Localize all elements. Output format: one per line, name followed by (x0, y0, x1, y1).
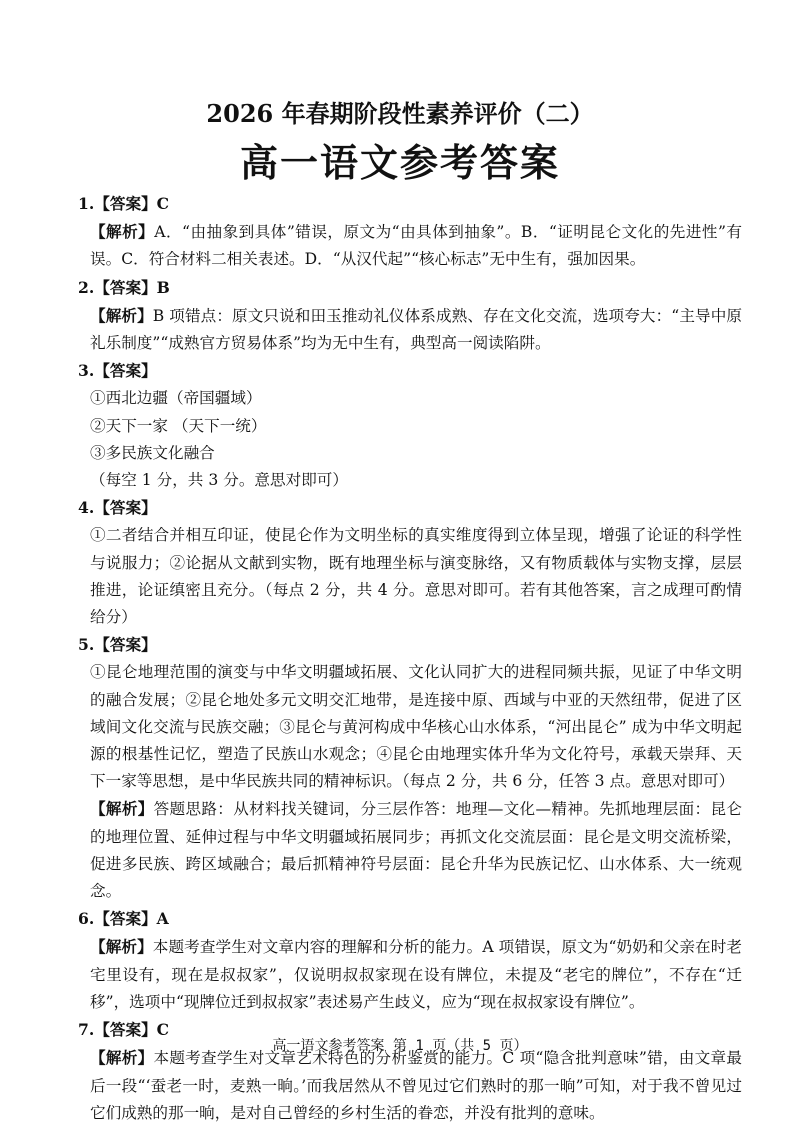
question-number: 3. (78, 361, 95, 381)
analysis-tag: 【解析】 (90, 305, 153, 325)
question-2 (78, 274, 742, 358)
question-number: 5. (78, 635, 95, 655)
question-1 (78, 190, 742, 274)
answer-value: C (156, 1020, 170, 1040)
answer-tag: 【答案】 (94, 909, 157, 929)
answer-content (78, 190, 742, 1127)
analysis-tag: 【解析】 (90, 222, 155, 242)
answer-value: A (156, 909, 169, 929)
answer-tag: 【答案】 (94, 194, 157, 213)
analysis-text: 本题考查学生对文章内容的理解和分析的能力。A 项错误，原文为“奶奶和父亲在时老宅里设有，现在是叔叔家”，仅说明叔叔家现在设有牌位，未提及“老宅的牌位”，不存在“迁移”，选项中“现牌位迁到叔叔家”表述易产生歧义，应为“现在叔叔家设有牌位”。 (90, 938, 742, 1011)
question-5 (78, 631, 742, 905)
question-number: 1. (78, 194, 95, 213)
analysis-text: 答题思路：从材料找关键词，分三层作答：地理—文化—精神。先抓地理层面：昆仑的地理位置、延伸过程与中华文明疆域拓展同步；再抓文化交流层面：昆仑是文明交流桥梁，促进多民族、跨区域融合；最后抓精神符号层面：昆仑升华为民族记忆、山水体系、大一统观念。 (90, 800, 742, 901)
answer-tag: 【答案】 (94, 277, 157, 297)
question-number: 2. (78, 277, 95, 297)
analysis-tag: 【解析】 (90, 799, 154, 819)
answer-item: ③多民族文化融合 (90, 443, 215, 462)
scoring-note: （每空 1 分，共 3 分。意思对即可） (90, 471, 348, 490)
analysis-paragraph (78, 218, 742, 273)
analysis-text: B 项错点：原文只说和田玉推动礼仪体系成熟、存在文化交流，选项夸大：“主导中原礼乐制度”“成熟官方贸易体系”均为无中生有，典型高一阅读陷阱。 (90, 306, 742, 353)
question-number: 7. (78, 1020, 95, 1040)
page-title: 高一语文参考答案 (239, 140, 560, 185)
answer-tag: 【答案】 (94, 635, 157, 655)
analysis-paragraph (78, 933, 742, 1016)
answer-paragraph: ①昆仑地理范围的演变与中华文明疆域拓展、文化认同扩大的进程同频共振，见证了中华文明的融合发展；②昆仑地处多元文明交汇地带，是连接中原、西域与中亚的天然纽带，促进了区域间文化交流与民族交融；③昆仑与黄河构成中华核心山水体系，“河出昆仑” 成为中华文明起源的根基性记忆，塑造了民族山水观念；④昆仑由地理实体升华为文化符号，承载天崇拜、天下一家等思想，是中华民族共同的精神标识。（每点 2 分，共 6 分，任答 3 点。意思对即可） (90, 663, 742, 791)
question-number: 6. (78, 909, 95, 929)
page-footer: 高一语文参考答案 第 1 页（共 5 页） (272, 1038, 528, 1054)
question-6 (78, 905, 742, 1016)
analysis-text: 本题考查学生对文章艺术特色的分析鉴赏的能力。C 项“隐含批判意味”错，由文章最后一段“‘蚕老一时，麦熟一晌。’而我居然从不曾见过它们熟时的那一晌”可知，对于我不曾见过它们成熟的那一晌，是对自己曾经的乡村生活的眷恋，并没有批判的意味。 (90, 1049, 742, 1122)
question-3 (78, 357, 742, 494)
answer-tag: 【答案】 (94, 361, 157, 381)
answer-paragraph: ①二者结合并相互印证，使昆仑作为文明坐标的真实维度得到立体呈现，增强了论证的科学性与说服力；②论据从文献到实物，既有地理坐标与演变脉络，又有物质载体与实物支撑，层层推进，论证缜密且充分。（每点 2 分，共 4 分。意思对即可。若有其他答案，言之成理可酌情给分） (90, 526, 742, 627)
answer-value: B (156, 277, 170, 297)
analysis-tag: 【解析】 (90, 937, 153, 957)
answer-value: C (156, 194, 170, 213)
analysis-paragraph (78, 1044, 742, 1127)
exam-subtitle: 2026 年春期阶段性素养评价（二） (206, 99, 594, 128)
answer-tag: 【答案】 (94, 1020, 157, 1040)
analysis-tag: 【解析】 (90, 1048, 154, 1068)
question-7 (78, 1016, 742, 1127)
question-number: 4. (78, 498, 95, 518)
analysis-paragraph (78, 302, 742, 357)
question-4 (78, 494, 742, 631)
answer-tag: 【答案】 (94, 498, 157, 518)
analysis-text: A．“由抽象到具体”错误，原文为“由具体到抽象”。B．“证明昆仑文化的先进性”有误。C．符合材料二相关表述。D．“从汉代起”“核心标志”无中生有，强加因果。 (90, 223, 742, 269)
analysis-paragraph (78, 795, 742, 905)
answer-item: ②天下一家 （天下一统） (90, 416, 267, 435)
answer-item: ①西北边疆（帝国疆域） (90, 389, 262, 408)
